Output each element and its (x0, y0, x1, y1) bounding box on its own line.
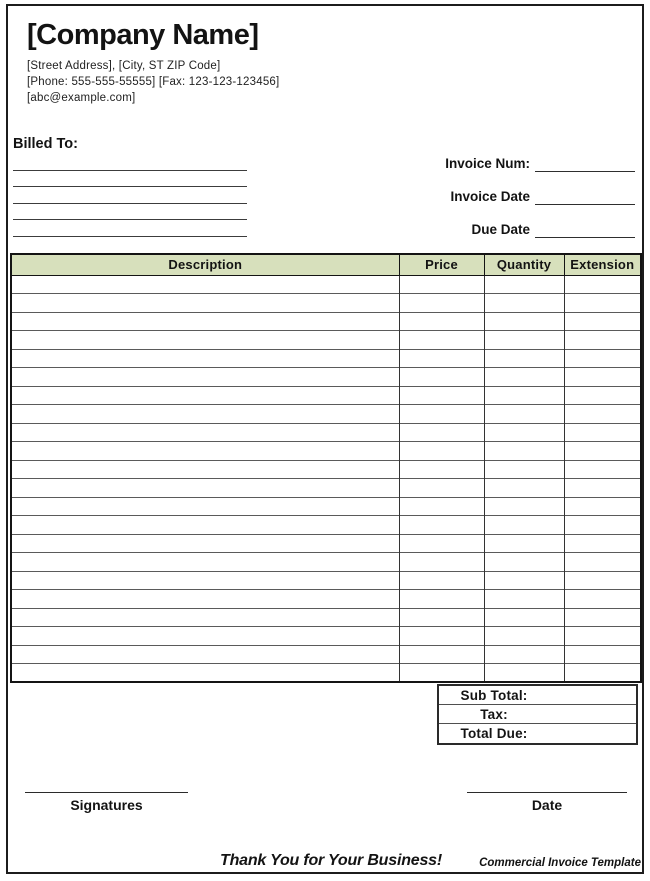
template-name: Commercial Invoice Template (479, 857, 641, 869)
item-row (11, 590, 641, 609)
item-cell (484, 294, 564, 313)
due-date-label: Due Date (471, 222, 530, 237)
item-cell (11, 590, 399, 609)
item-cell (399, 423, 484, 442)
header-price: Price (399, 254, 484, 275)
item-cell (11, 349, 399, 368)
billed-to-fill-line (13, 154, 247, 171)
billed-to-fill-line (13, 204, 247, 221)
due-date-field (471, 221, 635, 238)
item-cell (11, 664, 399, 683)
invoice-number-field (445, 155, 635, 172)
item-cell (484, 460, 564, 479)
company-address: [Street Address], [City, ST ZIP Code] (27, 60, 221, 72)
item-cell (11, 497, 399, 516)
invoice-date-field (450, 188, 635, 205)
item-cell (399, 386, 484, 405)
date-label: Date (531, 797, 563, 813)
item-cell (564, 423, 641, 442)
subtotal-row (439, 686, 636, 705)
item-cell (11, 479, 399, 498)
invoice-number-label: Invoice Num: (445, 156, 530, 171)
item-cell (564, 608, 641, 627)
item-cell (399, 645, 484, 664)
company-phone-fax: [Phone: 555-555-55555] [Fax: 123-123-123456] (27, 76, 280, 88)
totals-box (437, 684, 638, 745)
company-email: [abc@example.com] (27, 92, 136, 104)
item-cell (484, 368, 564, 387)
item-cell (399, 553, 484, 572)
item-cell (484, 553, 564, 572)
item-cell (399, 534, 484, 553)
item-cell (11, 553, 399, 572)
item-cell (484, 442, 564, 461)
item-cell (399, 349, 484, 368)
item-row (11, 349, 641, 368)
item-cell (484, 312, 564, 331)
item-row (11, 442, 641, 461)
item-cell (484, 497, 564, 516)
item-cell (11, 423, 399, 442)
item-cell (564, 405, 641, 424)
item-cell (399, 405, 484, 424)
item-cell (564, 349, 641, 368)
item-cell (564, 442, 641, 461)
item-cell (564, 312, 641, 331)
item-cell (11, 442, 399, 461)
item-row (11, 479, 641, 498)
item-cell (564, 627, 641, 646)
item-cell (399, 516, 484, 535)
item-row (11, 423, 641, 442)
item-cell (484, 664, 564, 683)
company-header (27, 18, 279, 106)
total-due-label: Total Due: (460, 726, 528, 741)
billed-to-fill-line (13, 171, 247, 188)
item-cell (484, 571, 564, 590)
item-cell (399, 275, 484, 294)
items-tbody (11, 275, 641, 682)
tax-row (439, 705, 636, 724)
item-cell (484, 516, 564, 535)
item-cell (564, 534, 641, 553)
item-cell (564, 275, 641, 294)
billed-to-label: Billed To: (13, 136, 78, 152)
item-cell (399, 497, 484, 516)
item-cell (484, 331, 564, 350)
item-cell (11, 571, 399, 590)
item-cell (564, 553, 641, 572)
item-cell (484, 275, 564, 294)
due-date-fill-line (535, 223, 635, 238)
items-header-row (11, 254, 641, 275)
company-name: [Company Name] (27, 19, 259, 51)
item-row (11, 386, 641, 405)
item-row (11, 516, 641, 535)
item-cell (11, 331, 399, 350)
item-cell (11, 608, 399, 627)
item-row (11, 460, 641, 479)
item-row (11, 608, 641, 627)
item-cell (484, 608, 564, 627)
item-row (11, 368, 641, 387)
item-cell (484, 645, 564, 664)
tax-label: Tax: (480, 706, 508, 722)
line-items-table (10, 253, 642, 683)
item-cell (399, 608, 484, 627)
date-fill-line (467, 792, 627, 793)
item-cell (484, 423, 564, 442)
item-cell (11, 534, 399, 553)
item-row (11, 534, 641, 553)
company-contact-block (27, 58, 279, 106)
item-cell (484, 349, 564, 368)
header-quantity: Quantity (484, 254, 564, 275)
item-cell (11, 460, 399, 479)
signatures-fill-line (25, 792, 188, 793)
thank-you-message: Thank You for Your Business! (220, 852, 442, 869)
item-cell (11, 405, 399, 424)
item-cell (564, 664, 641, 683)
item-row (11, 331, 641, 350)
item-cell (11, 386, 399, 405)
item-cell (11, 645, 399, 664)
item-cell (399, 571, 484, 590)
invoice-number-fill-line (535, 157, 635, 172)
item-cell (564, 516, 641, 535)
item-row (11, 405, 641, 424)
item-cell (11, 275, 399, 294)
item-cell (564, 645, 641, 664)
header-extension: Extension (564, 254, 641, 275)
item-cell (399, 331, 484, 350)
item-row (11, 627, 641, 646)
total-due-row (439, 724, 636, 743)
item-cell (484, 386, 564, 405)
billed-to-fill-line (13, 187, 247, 204)
billed-to-lines (13, 154, 247, 237)
item-row (11, 294, 641, 313)
item-cell (564, 479, 641, 498)
item-cell (399, 590, 484, 609)
item-cell (484, 534, 564, 553)
item-cell (399, 664, 484, 683)
item-cell (484, 627, 564, 646)
subtotal-label: Sub Total: (460, 687, 528, 703)
billed-to-fill-line (13, 220, 247, 237)
item-cell (484, 590, 564, 609)
item-cell (564, 368, 641, 387)
item-row (11, 275, 641, 294)
item-cell (11, 627, 399, 646)
invoice-date-fill-line (535, 190, 635, 205)
item-cell (399, 460, 484, 479)
item-cell (564, 571, 641, 590)
item-cell (399, 294, 484, 313)
invoice-date-label: Invoice Date (450, 189, 530, 204)
item-cell (564, 460, 641, 479)
item-cell (11, 312, 399, 331)
item-cell (399, 368, 484, 387)
item-row (11, 571, 641, 590)
item-cell (564, 497, 641, 516)
item-cell (484, 479, 564, 498)
item-cell (11, 516, 399, 535)
item-cell (564, 590, 641, 609)
item-cell (399, 442, 484, 461)
item-row (11, 312, 641, 331)
item-cell (399, 312, 484, 331)
item-cell (564, 386, 641, 405)
signatures-label: Signatures (70, 797, 143, 813)
item-cell (484, 405, 564, 424)
item-cell (399, 627, 484, 646)
item-cell (399, 479, 484, 498)
item-row (11, 553, 641, 572)
item-cell (564, 331, 641, 350)
header-description: Description (11, 254, 399, 275)
item-row (11, 664, 641, 683)
item-cell (11, 294, 399, 313)
item-row (11, 645, 641, 664)
item-cell (564, 294, 641, 313)
item-row (11, 497, 641, 516)
item-cell (11, 368, 399, 387)
